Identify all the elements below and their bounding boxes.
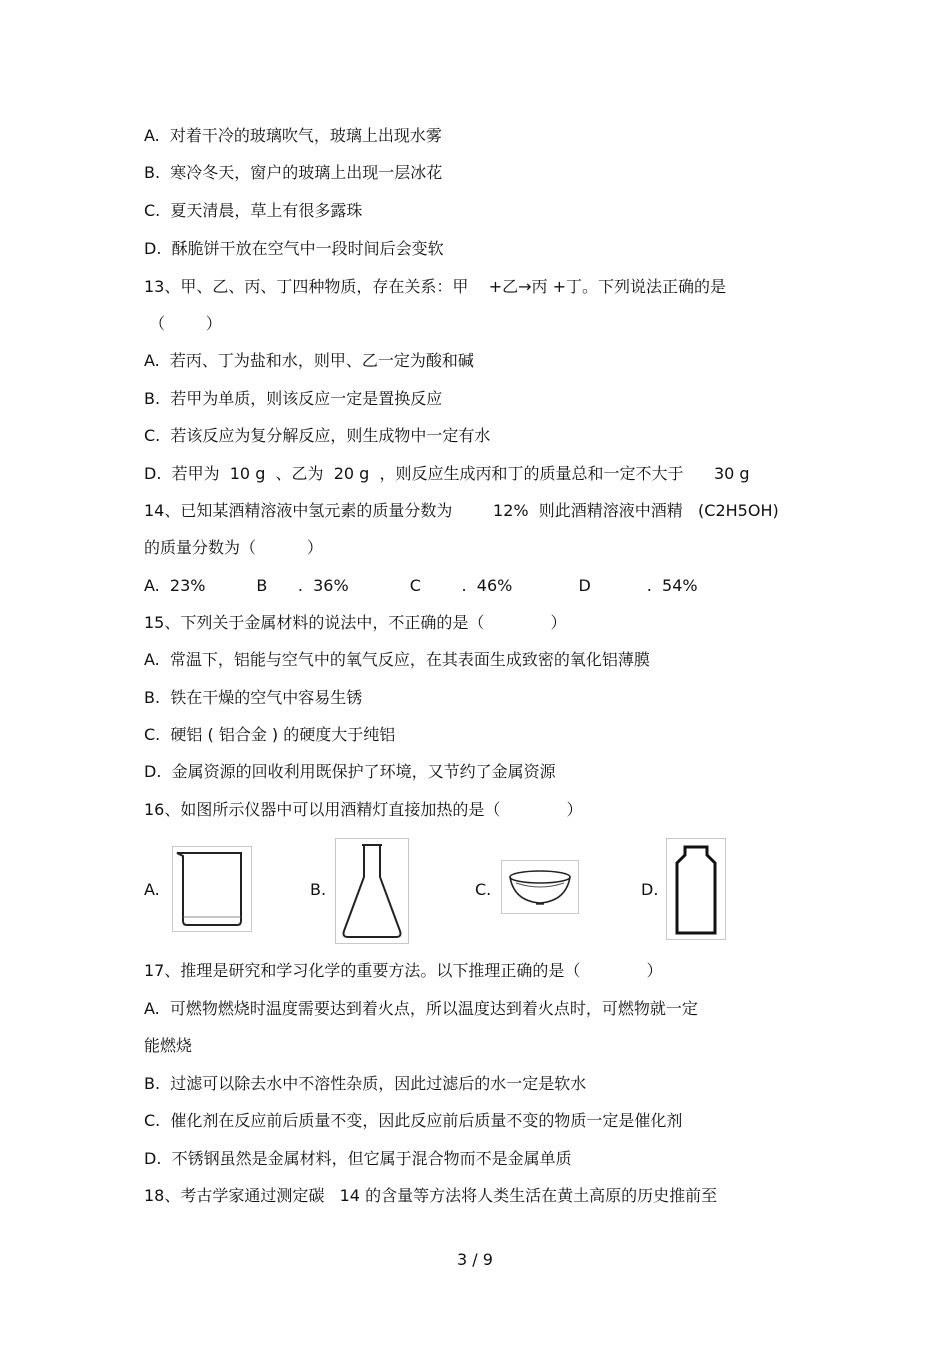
text-line: B. 铁在干燥的空气中容易生锈 bbox=[144, 688, 363, 707]
text-line: C. 催化剂在反应前后质量不变，因此反应前后质量不变的物质一定是催化剂 bbox=[144, 1111, 683, 1130]
question-13: 13、甲、乙、丙、丁四种物质，存在关系：甲 +乙→丙 +丁。下列说法正确的是 bbox=[144, 277, 727, 296]
option-label-c: C. bbox=[475, 880, 492, 899]
option-label-b: B. bbox=[310, 880, 327, 899]
question-15: 15、下列关于金属材料的说法中，不正确的是（ ） bbox=[144, 613, 567, 632]
text-line: A. 对着干冷的玻璃吹气，玻璃上出现水雾 bbox=[144, 126, 442, 145]
evaporating-dish-icon bbox=[501, 860, 579, 914]
text-line: B. 过滤可以除去水中不溶性杂质，因此过滤后的水一定是软水 bbox=[144, 1074, 587, 1093]
text-line: D. 若甲为 10 g 、乙为 20 g ，则反应生成丙和丁的质量总和一定不大于 30 g bbox=[144, 464, 750, 483]
reagent-bottle-icon bbox=[666, 838, 726, 940]
option-label-a: A. bbox=[144, 880, 160, 899]
apparatus-figure-row bbox=[144, 836, 784, 946]
text-line: C. 夏天清晨，草上有很多露珠 bbox=[144, 201, 363, 220]
question-18: 18、考古学家通过测定碳 14 的含量等方法将人类生活在黄土高原的历史推前至 bbox=[144, 1186, 718, 1205]
text-line: A. 23% B . 36% C . 46% D . 54% bbox=[144, 576, 698, 595]
text-line: 能燃烧 bbox=[144, 1036, 193, 1055]
text-line: C. 若该反应为复分解反应，则生成物中一定有水 bbox=[144, 426, 491, 445]
text-line: 的质量分数为（ ） bbox=[144, 538, 323, 557]
text-line: D. 酥脆饼干放在空气中一段时间后会变软 bbox=[144, 239, 444, 258]
text-line: B. 若甲为单质，则该反应一定是置换反应 bbox=[144, 389, 443, 408]
page-number: 3 / 9 bbox=[457, 1250, 493, 1269]
text-line: C. 硬铝 ( 铝合金 ) 的硬度大于纯铝 bbox=[144, 725, 396, 744]
text-line: B. 寒冷冬天，窗户的玻璃上出现一层冰花 bbox=[144, 163, 443, 182]
text-line: A. 若丙、丁为盐和水，则甲、乙一定为酸和碱 bbox=[144, 351, 474, 370]
conical-flask-icon bbox=[335, 838, 409, 944]
beaker-icon bbox=[172, 846, 252, 932]
text-line: （ ） bbox=[144, 314, 222, 333]
text-line: A. 可燃物燃烧时温度需要达到着火点，所以温度达到着火点时，可燃物就一定 bbox=[144, 999, 698, 1018]
text-line: A. 常温下，铝能与空气中的氧气反应，在其表面生成致密的氧化铝薄膜 bbox=[144, 650, 650, 669]
text-line: D. 金属资源的回收利用既保护了环境，又节约了金属资源 bbox=[144, 762, 556, 781]
text-line: D. 不锈钢虽然是金属材料，但它属于混合物而不是金属单质 bbox=[144, 1149, 572, 1168]
question-16: 16、如图所示仪器中可以用酒精灯直接加热的是（ ） bbox=[144, 800, 583, 819]
option-label-d: D. bbox=[641, 880, 659, 899]
question-14: 14、已知某酒精溶液中氢元素的质量分数为 12% 则此酒精溶液中酒精 (C2H5OH) bbox=[144, 501, 779, 520]
question-17: 17、推理是研究和学习化学的重要方法。以下推理正确的是（ ） bbox=[144, 961, 663, 980]
